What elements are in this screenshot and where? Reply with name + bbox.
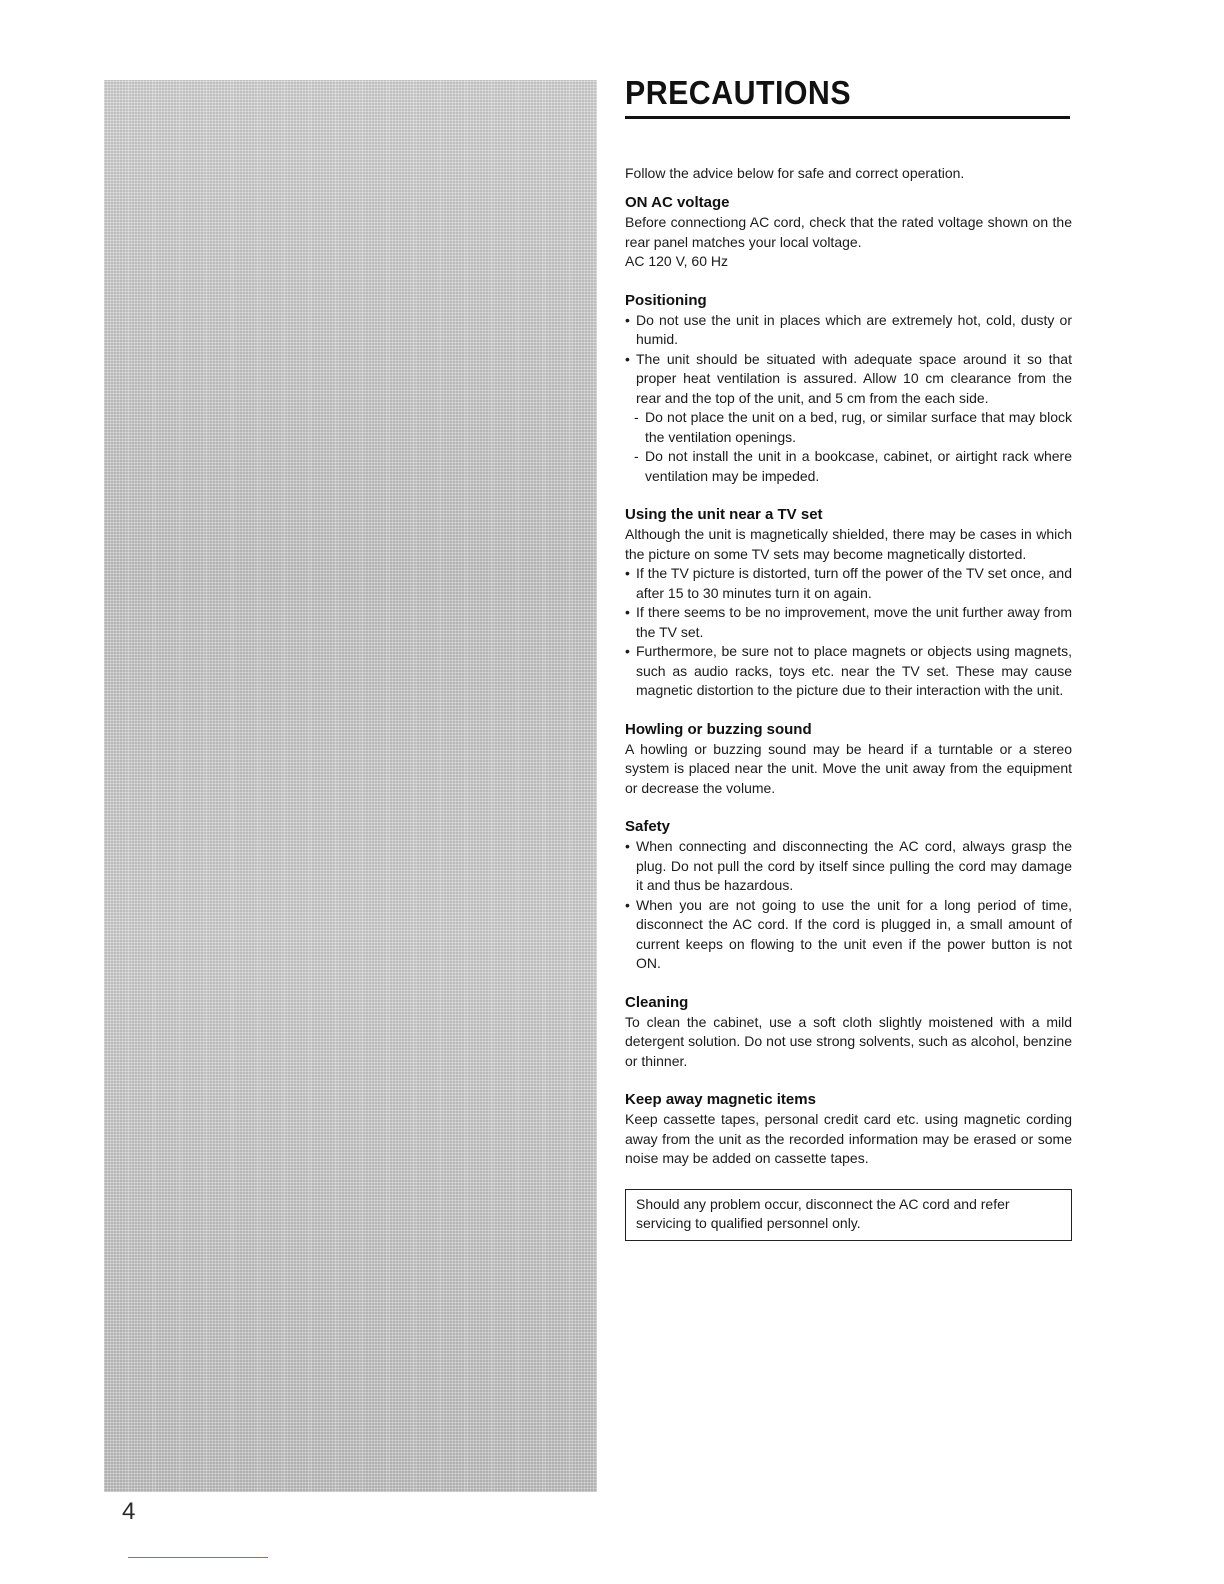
list-item-text: Do not place the unit on a bed, rug, or similar surface that may block the ventilation openings.	[645, 409, 1072, 445]
positioning-list	[625, 311, 1072, 487]
list-item-text: Furthermore, be sure not to place magnets or objects using magnets, such as audio racks, toys etc. near the TV set. These may cause magnetic distortion to the picture due to their interaction with the unit.	[636, 643, 1072, 698]
list-item	[625, 350, 1072, 409]
section-heading: Howling or buzzing sound	[625, 720, 812, 738]
sub-list-item	[625, 447, 1072, 486]
notice-box: Should any problem occur, disconnect the AC cord and refer servicing to qualified personnel only.	[625, 1189, 1072, 1241]
dash-glyph: -	[634, 409, 639, 425]
section-cleaning	[625, 993, 1072, 1072]
bullet-glyph: •	[625, 350, 630, 367]
list-item	[625, 603, 1072, 642]
tv-set-list	[625, 564, 1072, 701]
safety-list	[625, 837, 1072, 974]
bullet-glyph: •	[625, 565, 630, 581]
list-item-text: Do not use the unit in places which are extremely hot, cold, dusty or humid.	[636, 311, 1072, 347]
bullet-glyph: •	[625, 838, 630, 854]
bullet-glyph: •	[625, 311, 630, 328]
list-item-text: Do not install the unit in a bookcase, cabinet, or airtight rack where ventilation may be impeded.	[645, 448, 1072, 484]
bullet-glyph: •	[625, 604, 630, 620]
footer-rule	[128, 1557, 268, 1558]
section-paragraph: Keep cassette tapes, personal credit card etc. using magnetic cording away from the unit as the recorded information may be erased or some noise may be added on cassette tapes.	[625, 1111, 1072, 1166]
intro-text: Follow the advice below for safe and correct operation.	[625, 165, 965, 181]
section-heading: Positioning	[625, 291, 707, 309]
section-paragraph: To clean the cabinet, use a soft cloth slightly moistened with a mild detergent solution. Do not use strong solvents, such as alcohol, benzine or thinner.	[625, 1013, 1072, 1069]
section-ac-voltage	[625, 193, 1072, 272]
voltage-rating: AC 120 V, 60 Hz	[625, 253, 728, 269]
decorative-texture-panel	[104, 80, 597, 1492]
list-item-text: If there seems to be no improvement, move the unit further away from the TV set.	[636, 604, 1072, 640]
section-paragraph: A howling or buzzing sound may be heard if a turntable or a stereo system is placed near the unit. Move the unit away from the equipment or decrease the volume.	[625, 740, 1072, 796]
list-item	[625, 896, 1072, 974]
section-heading: Safety	[625, 818, 671, 835]
precautions-content	[625, 74, 1072, 1241]
dash-glyph: -	[634, 448, 639, 464]
section-safety	[625, 817, 1072, 974]
list-item	[625, 311, 1072, 350]
bullet-glyph: •	[625, 896, 630, 913]
list-item-text: When connecting and disconnecting the AC cord, always grasp the plug. Do not pull the cord by itself since pulling the cord may damage it and thus be hazardous.	[636, 838, 1072, 893]
list-item-text: If the TV picture is distorted, turn off the power of the TV set once, and after 15 to 30 minutes turn it on again.	[636, 565, 1072, 601]
page-title: PRECAUTIONS	[625, 74, 852, 111]
list-item	[625, 837, 1072, 896]
title-rule	[625, 116, 1070, 119]
section-paragraph: Before connectiong AC cord, check that the rated voltage shown on the rear panel matches your local voltage.	[625, 214, 1072, 250]
sub-list-item	[625, 408, 1072, 447]
section-paragraph: Although the unit is magnetically shielded, there may be cases in which the picture on some TV sets may become magnetically distorted.	[625, 526, 1072, 562]
bullet-glyph: •	[625, 643, 630, 659]
list-item-text: The unit should be situated with adequate space around it so that proper heat ventilation is assured. Allow 10 cm clearance from the rear and the top of the unit, and 5 cm from the each side.	[636, 350, 1072, 406]
section-tv-set	[625, 505, 1072, 701]
list-item	[625, 642, 1072, 701]
page-number: 4	[122, 1498, 136, 1525]
section-howling	[625, 720, 1072, 799]
section-positioning	[625, 291, 1072, 487]
list-item	[625, 564, 1072, 603]
section-heading: Keep away magnetic items	[625, 1091, 816, 1108]
list-item-text: When you are not going to use the unit for a long period of time, disconnect the AC cord. If the cord is plugged in, a small amount of current keeps on flowing to the unit even if the power button is not ON.	[636, 896, 1072, 971]
section-heading: Cleaning	[625, 993, 689, 1011]
section-heading: ON AC voltage	[625, 194, 730, 211]
section-heading: Using the unit near a TV set	[625, 506, 823, 523]
section-magnetic-items	[625, 1090, 1072, 1169]
